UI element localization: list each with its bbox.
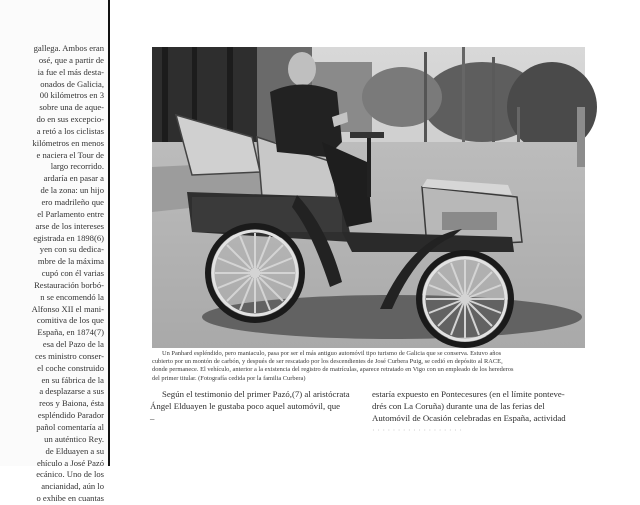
- left-page-text-line: mbre de la máxima: [37, 256, 104, 267]
- right-page: [110, 0, 640, 466]
- body-line: Automóvil de Ocasión celebradas en España, actividad: [372, 413, 566, 423]
- caption-line: cubierto por un montón de carbón, y después de ser rescatado por los descendientes de José Curbera Puig, se cedió en depósito al RACE,: [152, 358, 503, 366]
- left-page-text-line: e naciera el Tour de: [36, 149, 104, 160]
- left-page-text-line: reos y Baiona, ésta: [39, 398, 104, 409]
- left-page-text-line: arse de los intereses: [35, 220, 104, 231]
- body-line: Ángel Elduayen le gustaba poco aquel automóvil, que: [150, 401, 341, 411]
- car-photo-illustration: [152, 47, 585, 348]
- left-page-text-line: ehículo a José Pazó: [36, 457, 104, 468]
- left-page: [0, 0, 108, 504]
- left-page-text-line: pañol comentaría al: [36, 422, 104, 432]
- body-text-column-1: [150, 388, 360, 424]
- left-page-text-line: España, en 1874(7): [37, 327, 104, 338]
- left-page-text-line: 00 kilómetros en 3: [39, 90, 104, 101]
- left-page-text-line: yen con su dedica-: [39, 244, 104, 255]
- left-page-text-line: sobre una de aque-: [39, 102, 104, 113]
- caption-line: del primer titular. (Fotografía cedida por la familia Curbera): [152, 374, 306, 382]
- historical-car-photo: [152, 47, 585, 348]
- left-page-text-line: gallega. Ambos eran: [33, 43, 104, 53]
- left-page-text-line: do en sus excepcio-: [36, 114, 104, 125]
- left-page-text-line: n se encomendó la: [40, 291, 104, 302]
- left-page-text-line: un auténtico Rey.: [44, 433, 104, 444]
- left-page-text-line: esa del Pazo de la: [42, 339, 104, 350]
- caption-line: donde permanece. El vehículo, anterior a la existencia del registro de matrículas, aparece retratado en Vigo con un empleado de los herederos: [152, 366, 514, 374]
- left-page-text-line: a retó a los ciclistas: [36, 125, 104, 136]
- left-page-text-line: ardaría en pasar a: [43, 173, 104, 184]
- left-page-text-line: en su fábrica de la: [41, 374, 104, 385]
- left-page-text-line: a desplazarse a sus: [39, 386, 104, 397]
- left-page-text-line: largo recorrido.: [50, 161, 104, 172]
- left-page-text-column: [0, 43, 104, 505]
- left-page-text-line: egistrada en 1898(6): [33, 232, 104, 243]
- left-page-text-line: comitiva de los que: [36, 315, 104, 326]
- left-page-text-line: de Elduayen a su: [45, 445, 104, 456]
- left-page-text-line: espléndido Parador: [37, 410, 104, 421]
- left-page-text-line: cupó con él varias: [41, 268, 104, 279]
- left-page-text-line: o exhibe en cuantas: [36, 493, 104, 504]
- left-page-text-line: Restauración borbó-: [34, 279, 104, 290]
- left-page-text-line: kilómetros en menos: [32, 137, 104, 148]
- left-page-text-line: el coche construido: [37, 362, 104, 373]
- body-line: –: [150, 413, 155, 423]
- left-page-text-line: ecánico. Uno de los: [36, 469, 104, 480]
- left-page-text-line: ero madrileño que: [41, 196, 104, 207]
- left-page-text-line: osé, que a partir de: [38, 54, 104, 65]
- left-page-text-line: onados de Galicia,: [40, 78, 104, 89]
- body-line: drés con La Coruña) durante una de las ferias del: [372, 401, 545, 411]
- caption-line: Un Panhard espléndido, pero maniaculo, pasa por ser el más antiguo automóvil tipo turismo de Galicia que se conserva. Estuvo años: [162, 350, 502, 357]
- photo-caption: [152, 350, 585, 383]
- body-line-cut-off: · · · · · · · · · · · · · · · · · ·: [372, 425, 463, 435]
- body-text-column-2: [372, 388, 587, 436]
- left-page-text-line: Alfonso XII el mani-: [31, 303, 104, 314]
- body-line: Según el testimonio del primer Pazó,(7) al aristócrata: [162, 389, 350, 399]
- left-page-text-line: de la zona: un hijo: [40, 185, 104, 196]
- left-page-text-line: ia fue el más desta-: [37, 66, 104, 77]
- body-line: estaría expuesto en Pontecesures (en el límite ponteve-: [372, 389, 565, 399]
- left-page-text-line: el Parlamento entre: [37, 208, 104, 219]
- left-page-text-line: ancianidad, aún lo: [41, 481, 104, 492]
- left-page-text-line: ces ministro conser-: [34, 350, 104, 361]
